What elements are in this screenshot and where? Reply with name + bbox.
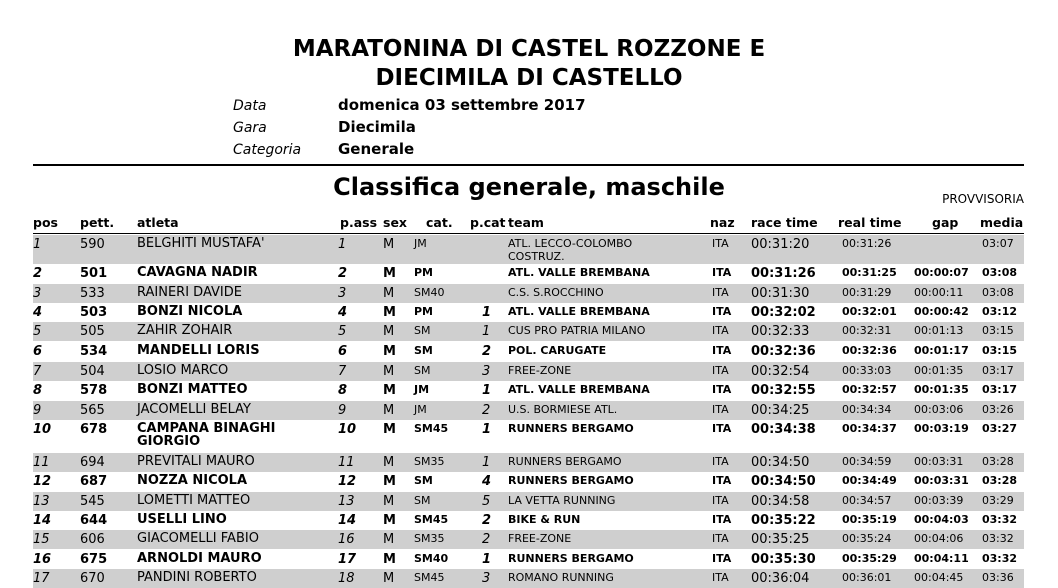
cell-team: FREE-ZONE — [508, 532, 572, 545]
cell-cat: SM — [414, 344, 433, 357]
gara-label: Gara — [233, 120, 267, 136]
cell-gap: 00:03:39 — [914, 494, 964, 507]
cell-cat: SM45 — [414, 422, 449, 435]
table-row — [33, 453, 1024, 472]
cell-pass: 8 — [338, 383, 348, 398]
cell-pett: 565 — [80, 403, 105, 418]
cell-media: 03:26 — [982, 403, 1014, 416]
cell-pett: 578 — [80, 383, 108, 398]
cell-naz: ITA — [712, 237, 729, 250]
cell-pett: 644 — [80, 513, 108, 528]
cell-pass: 13 — [338, 494, 355, 509]
cell-team: FREE-ZONE — [508, 364, 572, 377]
cell-sex: M — [383, 266, 396, 281]
table-row — [33, 362, 1024, 381]
cell-pos: 6 — [33, 344, 43, 359]
cell-atleta: BELGHITI MUSTAFA' — [137, 236, 265, 251]
cell-race: 00:34:50 — [751, 474, 816, 489]
cell-pass: 11 — [338, 455, 355, 470]
cell-team: U.S. BORMIESE ATL. — [508, 403, 618, 416]
cell-pcat: 3 — [482, 571, 491, 586]
cell-cat: SM40 — [414, 286, 445, 299]
categoria-value: Generale — [338, 140, 415, 158]
cell-sex: M — [383, 494, 395, 509]
cell-pett: 545 — [80, 494, 105, 509]
cell-pcat: 2 — [482, 344, 492, 359]
cell-real: 00:31:26 — [842, 237, 892, 250]
cell-team: RUNNERS BERGAMO — [508, 422, 634, 435]
cell-naz: ITA — [712, 474, 732, 487]
cell-cat: SM — [414, 364, 431, 377]
cell-cat: PM — [414, 266, 434, 279]
cell-atleta: LOSIO MARCO — [137, 363, 229, 378]
cell-media: 03:17 — [982, 364, 1014, 377]
col-team: team — [508, 215, 544, 230]
cell-real: 00:34:57 — [842, 494, 892, 507]
cell-race: 00:34:50 — [751, 455, 810, 470]
cell-naz: ITA — [712, 532, 729, 545]
cell-cat: SM — [414, 494, 431, 507]
cell-team: BIKE & RUN — [508, 513, 581, 526]
cell-gap: 00:01:35 — [914, 364, 964, 377]
cell-race: 00:32:02 — [751, 305, 816, 320]
cell-atleta: ZAHIR ZOHAIR — [137, 323, 233, 338]
cell-race: 00:31:30 — [751, 286, 810, 301]
cell-team: ATL. VALLE BREMBANA — [508, 305, 650, 318]
cell-team: RUNNERS BERGAMO — [508, 474, 634, 487]
cell-cat: JM — [414, 383, 430, 396]
cell-naz: ITA — [712, 383, 732, 396]
cell-naz: ITA — [712, 513, 732, 526]
cell-pos: 8 — [33, 383, 43, 398]
cell-cat: JM — [414, 403, 427, 416]
cell-pass: 16 — [338, 532, 355, 547]
cell-cat: SM45 — [414, 571, 445, 584]
cell-media: 03:07 — [982, 237, 1014, 250]
cell-real: 00:36:01 — [842, 571, 892, 584]
cell-pos: 3 — [33, 286, 42, 301]
cell-pett: 678 — [80, 422, 108, 437]
col-pett: pett. — [80, 215, 115, 230]
cell-real: 00:32:36 — [842, 344, 897, 357]
cell-pass: 7 — [338, 364, 347, 379]
table-row — [33, 284, 1024, 303]
col-naz: naz — [710, 215, 735, 230]
cell-cat: SM — [414, 324, 431, 337]
cell-race: 00:35:25 — [751, 532, 810, 547]
cell-real: 00:32:57 — [842, 383, 897, 396]
cell-atleta: BONZI MATTEO — [137, 382, 248, 397]
table-row — [33, 381, 1024, 400]
table-row — [33, 550, 1024, 569]
table-row — [33, 322, 1024, 341]
cell-race: 00:34:38 — [751, 422, 816, 437]
cell-naz: ITA — [712, 305, 732, 318]
cell-gap: 00:03:31 — [914, 455, 964, 468]
cell-sex: M — [383, 305, 396, 320]
cell-cat: SM35 — [414, 532, 445, 545]
cell-pcat: 1 — [482, 552, 492, 567]
cell-media: 03:12 — [982, 305, 1018, 318]
cell-real: 00:34:49 — [842, 474, 897, 487]
table-row — [33, 342, 1024, 361]
cell-pos: 11 — [33, 455, 50, 470]
cell-atleta: JACOMELLI BELAY — [137, 402, 251, 417]
cell-pass: 10 — [338, 422, 357, 437]
cell-team: ATL. VALLE BREMBANA — [508, 383, 650, 396]
cell-pos: 1 — [33, 237, 42, 252]
data-value: domenica 03 settembre 2017 — [338, 96, 586, 114]
cell-cat: JM — [414, 237, 427, 250]
cell-team: ATL. LECCO-COLOMBO COSTRUZ. — [508, 237, 633, 263]
cell-atleta: GIACOMELLI FABIO — [137, 531, 259, 546]
cell-pass: 2 — [338, 266, 348, 281]
cell-race: 00:35:30 — [751, 552, 816, 567]
cell-pcat: 4 — [482, 474, 492, 489]
cell-race: 00:36:04 — [751, 571, 810, 586]
cell-naz: ITA — [712, 403, 729, 416]
cell-gap: 00:04:06 — [914, 532, 964, 545]
col-pos: pos — [33, 215, 58, 230]
cell-pos: 4 — [33, 305, 43, 320]
cell-pass: 4 — [338, 305, 348, 320]
cell-pos: 16 — [33, 552, 52, 567]
cell-real: 00:35:29 — [842, 552, 897, 565]
col-sex: sex — [383, 215, 407, 230]
doc-title-line2: DIECIMILA DI CASTELLO — [375, 65, 683, 91]
cell-gap: 00:00:07 — [914, 266, 969, 279]
cell-pos: 12 — [33, 474, 52, 489]
cell-naz: ITA — [712, 324, 729, 337]
cell-pett: 694 — [80, 455, 105, 470]
cell-sex: M — [383, 383, 396, 398]
cell-pcat: 1 — [482, 383, 492, 398]
cell-pos: 9 — [33, 403, 42, 418]
cell-naz: ITA — [712, 364, 729, 377]
table-row — [33, 420, 1024, 452]
cell-pass: 5 — [338, 324, 347, 339]
cell-media: 03:15 — [982, 324, 1014, 337]
cell-race: 00:32:55 — [751, 383, 816, 398]
cell-sex: M — [383, 455, 395, 470]
cell-media: 03:28 — [982, 455, 1014, 468]
cell-team: LA VETTA RUNNING — [508, 494, 616, 507]
cell-pos: 7 — [33, 364, 42, 379]
table-row — [33, 511, 1024, 530]
cell-real: 00:31:25 — [842, 266, 897, 279]
cell-sex: M — [383, 552, 396, 567]
cell-real: 00:32:01 — [842, 305, 897, 318]
cell-naz: ITA — [712, 344, 732, 357]
cell-media: 03:15 — [982, 344, 1018, 357]
cell-pass: 12 — [338, 474, 357, 489]
cell-media: 03:32 — [982, 513, 1018, 526]
cell-gap: 00:01:35 — [914, 383, 969, 396]
cell-team: RUNNERS BERGAMO — [508, 552, 634, 565]
cell-media: 03:36 — [982, 571, 1014, 584]
cell-pcat: 2 — [482, 532, 491, 547]
cell-media: 03:29 — [982, 494, 1014, 507]
cell-gap: 00:03:06 — [914, 403, 964, 416]
table-row — [33, 303, 1024, 322]
col-atleta: atleta — [137, 215, 179, 230]
cell-media: 03:27 — [982, 422, 1018, 435]
cell-gap: 00:04:45 — [914, 571, 964, 584]
cell-naz: ITA — [712, 422, 732, 435]
cell-pett: 504 — [80, 364, 105, 379]
cell-gap: 00:04:11 — [914, 552, 969, 565]
cell-pett: 670 — [80, 571, 105, 586]
cell-real: 00:35:24 — [842, 532, 892, 545]
cell-gap: 00:00:42 — [914, 305, 969, 318]
cell-pass: 9 — [338, 403, 347, 418]
cell-media: 03:17 — [982, 383, 1018, 396]
cell-sex: M — [383, 344, 396, 359]
cell-race: 00:35:22 — [751, 513, 816, 528]
cell-pcat: 2 — [482, 403, 491, 418]
gara-value: Diecimila — [338, 118, 416, 136]
cell-gap: 00:03:19 — [914, 422, 969, 435]
cell-pcat: 5 — [482, 494, 491, 509]
cell-real: 00:33:03 — [842, 364, 892, 377]
cell-pcat: 3 — [482, 364, 491, 379]
cell-pett: 533 — [80, 286, 105, 301]
cell-atleta: MANDELLI LORIS — [137, 343, 260, 358]
cell-pos: 2 — [33, 266, 43, 281]
cell-team: C.S. S.ROCCHINO — [508, 286, 604, 299]
cell-pett: 675 — [80, 552, 108, 567]
cell-race: 00:32:36 — [751, 344, 816, 359]
cell-real: 00:34:59 — [842, 455, 892, 468]
cell-pass: 14 — [338, 513, 357, 528]
cell-sex: M — [383, 237, 395, 252]
cell-pcat: 1 — [482, 455, 491, 470]
cell-naz: ITA — [712, 552, 732, 565]
cell-pos: 10 — [33, 422, 52, 437]
categoria-label: Categoria — [233, 142, 302, 158]
table-row — [33, 472, 1024, 491]
cell-atleta: CAMPANA BINAGHI GIORGIO — [137, 421, 276, 449]
col-pcat: p.cat — [470, 215, 506, 230]
cell-sex: M — [383, 286, 395, 301]
cell-sex: M — [383, 364, 395, 379]
cell-race: 00:31:20 — [751, 237, 810, 252]
cell-media: 03:08 — [982, 266, 1018, 279]
cell-pcat: 1 — [482, 422, 492, 437]
cell-media: 03:32 — [982, 532, 1014, 545]
col-cat: cat. — [426, 215, 453, 230]
col-pass: p.ass — [340, 215, 378, 230]
cell-race: 00:32:54 — [751, 364, 810, 379]
cell-pos: 13 — [33, 494, 50, 509]
cell-pett: 590 — [80, 237, 105, 252]
cell-sex: M — [383, 513, 396, 528]
cell-pcat: 1 — [482, 324, 491, 339]
col-race-time: race time — [751, 215, 818, 230]
cell-pass: 1 — [338, 237, 347, 252]
cell-pcat: 2 — [482, 513, 492, 528]
cell-atleta: PREVITALI MAURO — [137, 454, 255, 469]
col-gap: gap — [932, 215, 959, 230]
cell-pos: 5 — [33, 324, 42, 339]
cell-atleta: RAINERI DAVIDE — [137, 285, 242, 300]
table-row — [33, 264, 1024, 283]
cell-real: 00:32:31 — [842, 324, 892, 337]
cell-pass: 18 — [338, 571, 355, 586]
table-row — [33, 569, 1024, 588]
cell-sex: M — [383, 422, 396, 437]
cell-sex: M — [383, 532, 395, 547]
cell-team: ATL. VALLE BREMBANA — [508, 266, 650, 279]
cell-pos: 15 — [33, 532, 50, 547]
data-label: Data — [233, 98, 267, 114]
cell-cat: PM — [414, 305, 434, 318]
cell-naz: ITA — [712, 286, 729, 299]
cell-atleta: USELLI LINO — [137, 512, 227, 527]
cell-pass: 3 — [338, 286, 347, 301]
cell-sex: M — [383, 474, 396, 489]
cell-real: 00:31:29 — [842, 286, 892, 299]
header-divider — [33, 164, 1024, 166]
doc-title-line1: MARATONINA DI CASTEL ROZZONE E — [292, 36, 766, 62]
cell-pos: 14 — [33, 513, 52, 528]
cell-race: 00:31:26 — [751, 266, 816, 281]
col-media: media — [980, 215, 1024, 230]
cell-atleta: BONZI NICOLA — [137, 304, 243, 319]
cell-pett: 534 — [80, 344, 108, 359]
cell-pos: 17 — [33, 571, 50, 586]
cell-cat: SM45 — [414, 513, 449, 526]
cell-cat: SM — [414, 474, 433, 487]
status-label: PROVVISORIA — [942, 192, 1024, 206]
cell-team: CUS PRO PATRIA MILANO — [508, 324, 646, 337]
cell-media: 03:28 — [982, 474, 1018, 487]
cell-media: 03:32 — [982, 552, 1018, 565]
cell-pass: 17 — [338, 552, 357, 567]
cell-sex: M — [383, 571, 395, 586]
cell-cat: SM35 — [414, 455, 445, 468]
cell-team: RUNNERS BERGAMO — [508, 455, 622, 468]
cell-race: 00:34:25 — [751, 403, 810, 418]
cell-cat: SM40 — [414, 552, 449, 565]
cell-pett: 501 — [80, 266, 108, 281]
cell-pett: 606 — [80, 532, 105, 547]
cell-naz: ITA — [712, 455, 729, 468]
table-row — [33, 401, 1024, 420]
cell-media: 03:08 — [982, 286, 1014, 299]
cell-atleta: ARNOLDI MAURO — [137, 551, 262, 566]
cell-naz: ITA — [712, 571, 729, 584]
cell-race: 00:32:33 — [751, 324, 810, 339]
cell-team: POL. CARUGATE — [508, 344, 607, 357]
cell-naz: ITA — [712, 266, 732, 279]
cell-atleta: PANDINI ROBERTO — [137, 570, 257, 585]
cell-gap: 00:03:31 — [914, 474, 969, 487]
cell-gap: 00:01:13 — [914, 324, 964, 337]
cell-team: ROMANO RUNNING — [508, 571, 614, 584]
cell-pass: 6 — [338, 344, 348, 359]
table-row — [33, 235, 1024, 264]
cell-atleta: CAVAGNA NADIR — [137, 265, 258, 280]
section-title: Classifica generale, maschile — [333, 173, 725, 201]
table-row — [33, 492, 1024, 511]
cell-gap: 00:04:03 — [914, 513, 969, 526]
cell-atleta: NOZZA NICOLA — [137, 473, 248, 488]
cell-pett: 503 — [80, 305, 108, 320]
cell-sex: M — [383, 324, 395, 339]
cell-race: 00:34:58 — [751, 494, 810, 509]
cell-atleta: LOMETTI MATTEO — [137, 493, 251, 508]
col-real-time: real time — [838, 215, 902, 230]
cell-real: 00:34:34 — [842, 403, 892, 416]
cell-real: 00:34:37 — [842, 422, 897, 435]
cell-gap: 00:01:17 — [914, 344, 969, 357]
cell-pett: 505 — [80, 324, 105, 339]
cell-gap: 00:00:11 — [914, 286, 964, 299]
cell-pett: 687 — [80, 474, 108, 489]
cell-pcat: 1 — [482, 305, 492, 320]
cell-naz: ITA — [712, 494, 729, 507]
table-row — [33, 530, 1024, 549]
column-header-divider — [33, 233, 1024, 234]
cell-real: 00:35:19 — [842, 513, 897, 526]
cell-sex: M — [383, 403, 395, 418]
